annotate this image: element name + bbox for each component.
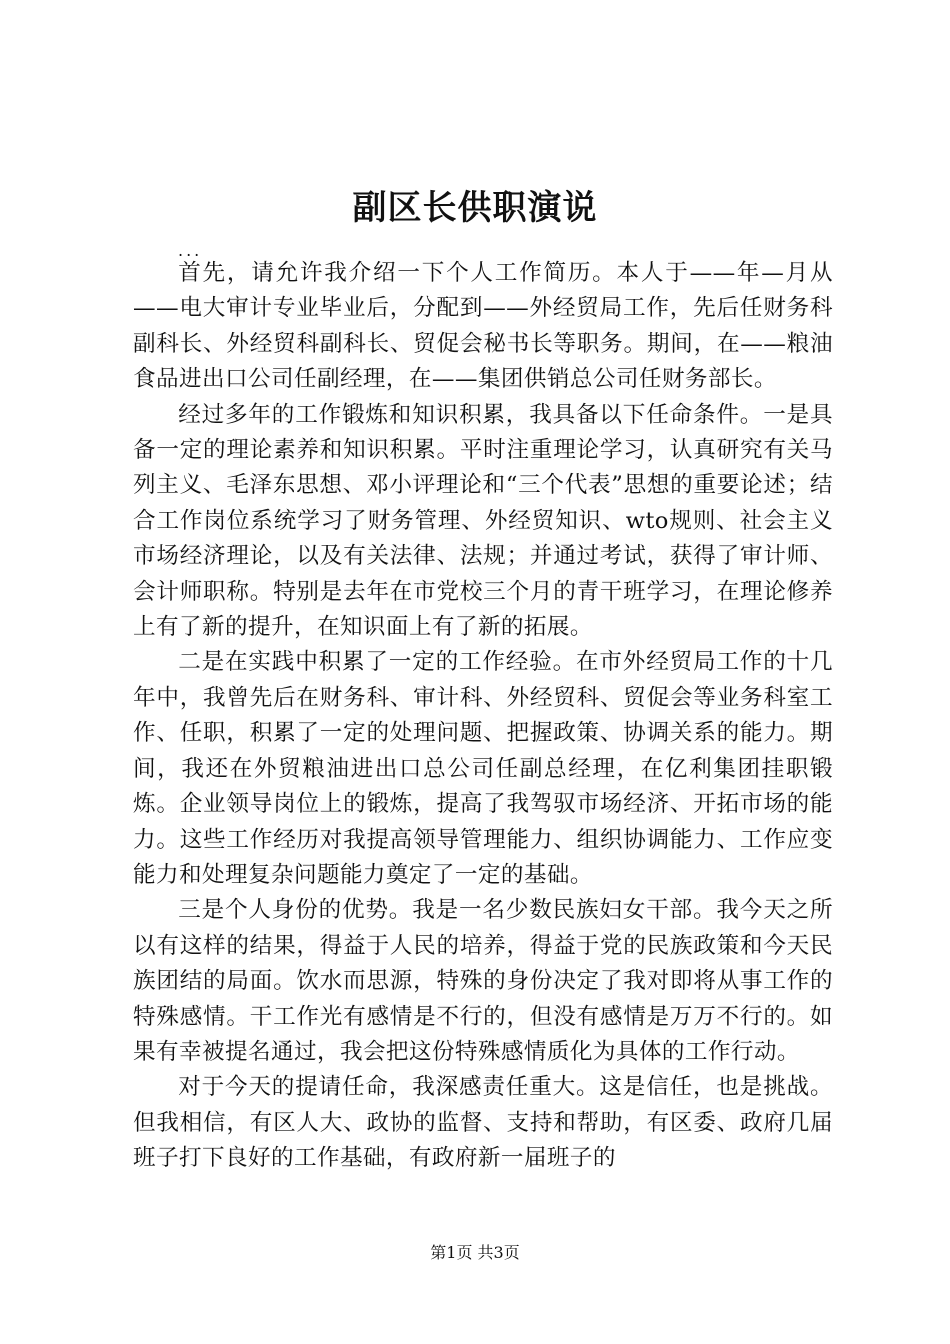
paragraph-qualification-theory: 经过多年的工作锻炼和知识积累，我具备以下任命条件。一是具备一定的理论素养和知识积累。平时注重理论学习，认真研究有关马列主义、毛泽东思想、邓小评理论和“三个代表”思想的重要论述；结合工作岗位系统学习了财务管理、外经贸知识、wto规则、社会主义市场经济理论，以及有关法律、法规；并通过考试，获得了审计师、会计师职称。特别是去年在市党校三个月的青干班学习，在理论修养上有了新的提升，在知识面上有了新的拓展。: [133, 401, 833, 641]
document-body: [133, 256, 833, 1177]
page-footer: 第1页 共3页: [430, 1243, 520, 1262]
paragraph-responsibility: 对于今天的提请任命，我深感责任重大。这是信任，也是挑战。但我相信，有区人大、政协的监督、支持和帮助，有区委、政府几届班子打下良好的工作基础，有政府新一届班子的: [133, 1074, 833, 1172]
paragraph-intro: 首先，请允许我介绍一下个人工作简历。本人于——年—月从——电大审计专业毕业后，分配到——外经贸局工作，先后任财务科副科长、外经贸科副科长、贸促会秘书长等职务。期间，在——粮油食品进出口公司任副经理，在——集团供销总公司任财务部长。: [133, 260, 833, 393]
paragraph-qualification-identity: 三是个人身份的优势。我是一名少数民族妇女干部。我今天之所以有这样的结果，得益于人民的培养，得益于党的民族政策和今天民族团结的局面。饮水而思源，特殊的身份决定了我对即将从事工作的特殊感情。干工作光有感情是不行的，但没有感情是万万不行的。如果有幸被提名通过，我会把这份特殊感情质化为具体的工作行动。: [133, 897, 833, 1065]
paragraph-qualification-experience: 二是在实践中积累了一定的工作经验。在市外经贸局工作的十几年中，我曾先后在财务科、审计科、外经贸科、贸促会等业务科室工作、任职，积累了一定的处理问题、把握政策、协调关系的能力。期间，我还在外贸粮油进出口总公司任副总经理，在亿利集团挂职锻炼。企业领导岗位上的锻炼，提高了我驾驭市场经济、开拓市场的能力。这些工作经历对我提高领导管理能力、组织协调能力、工作应变能力和处理复杂问题能力奠定了一定的基础。: [133, 649, 833, 888]
ellipsis-marker: ...: [178, 241, 203, 260]
document-title: 副区长供职演说: [352, 188, 598, 228]
